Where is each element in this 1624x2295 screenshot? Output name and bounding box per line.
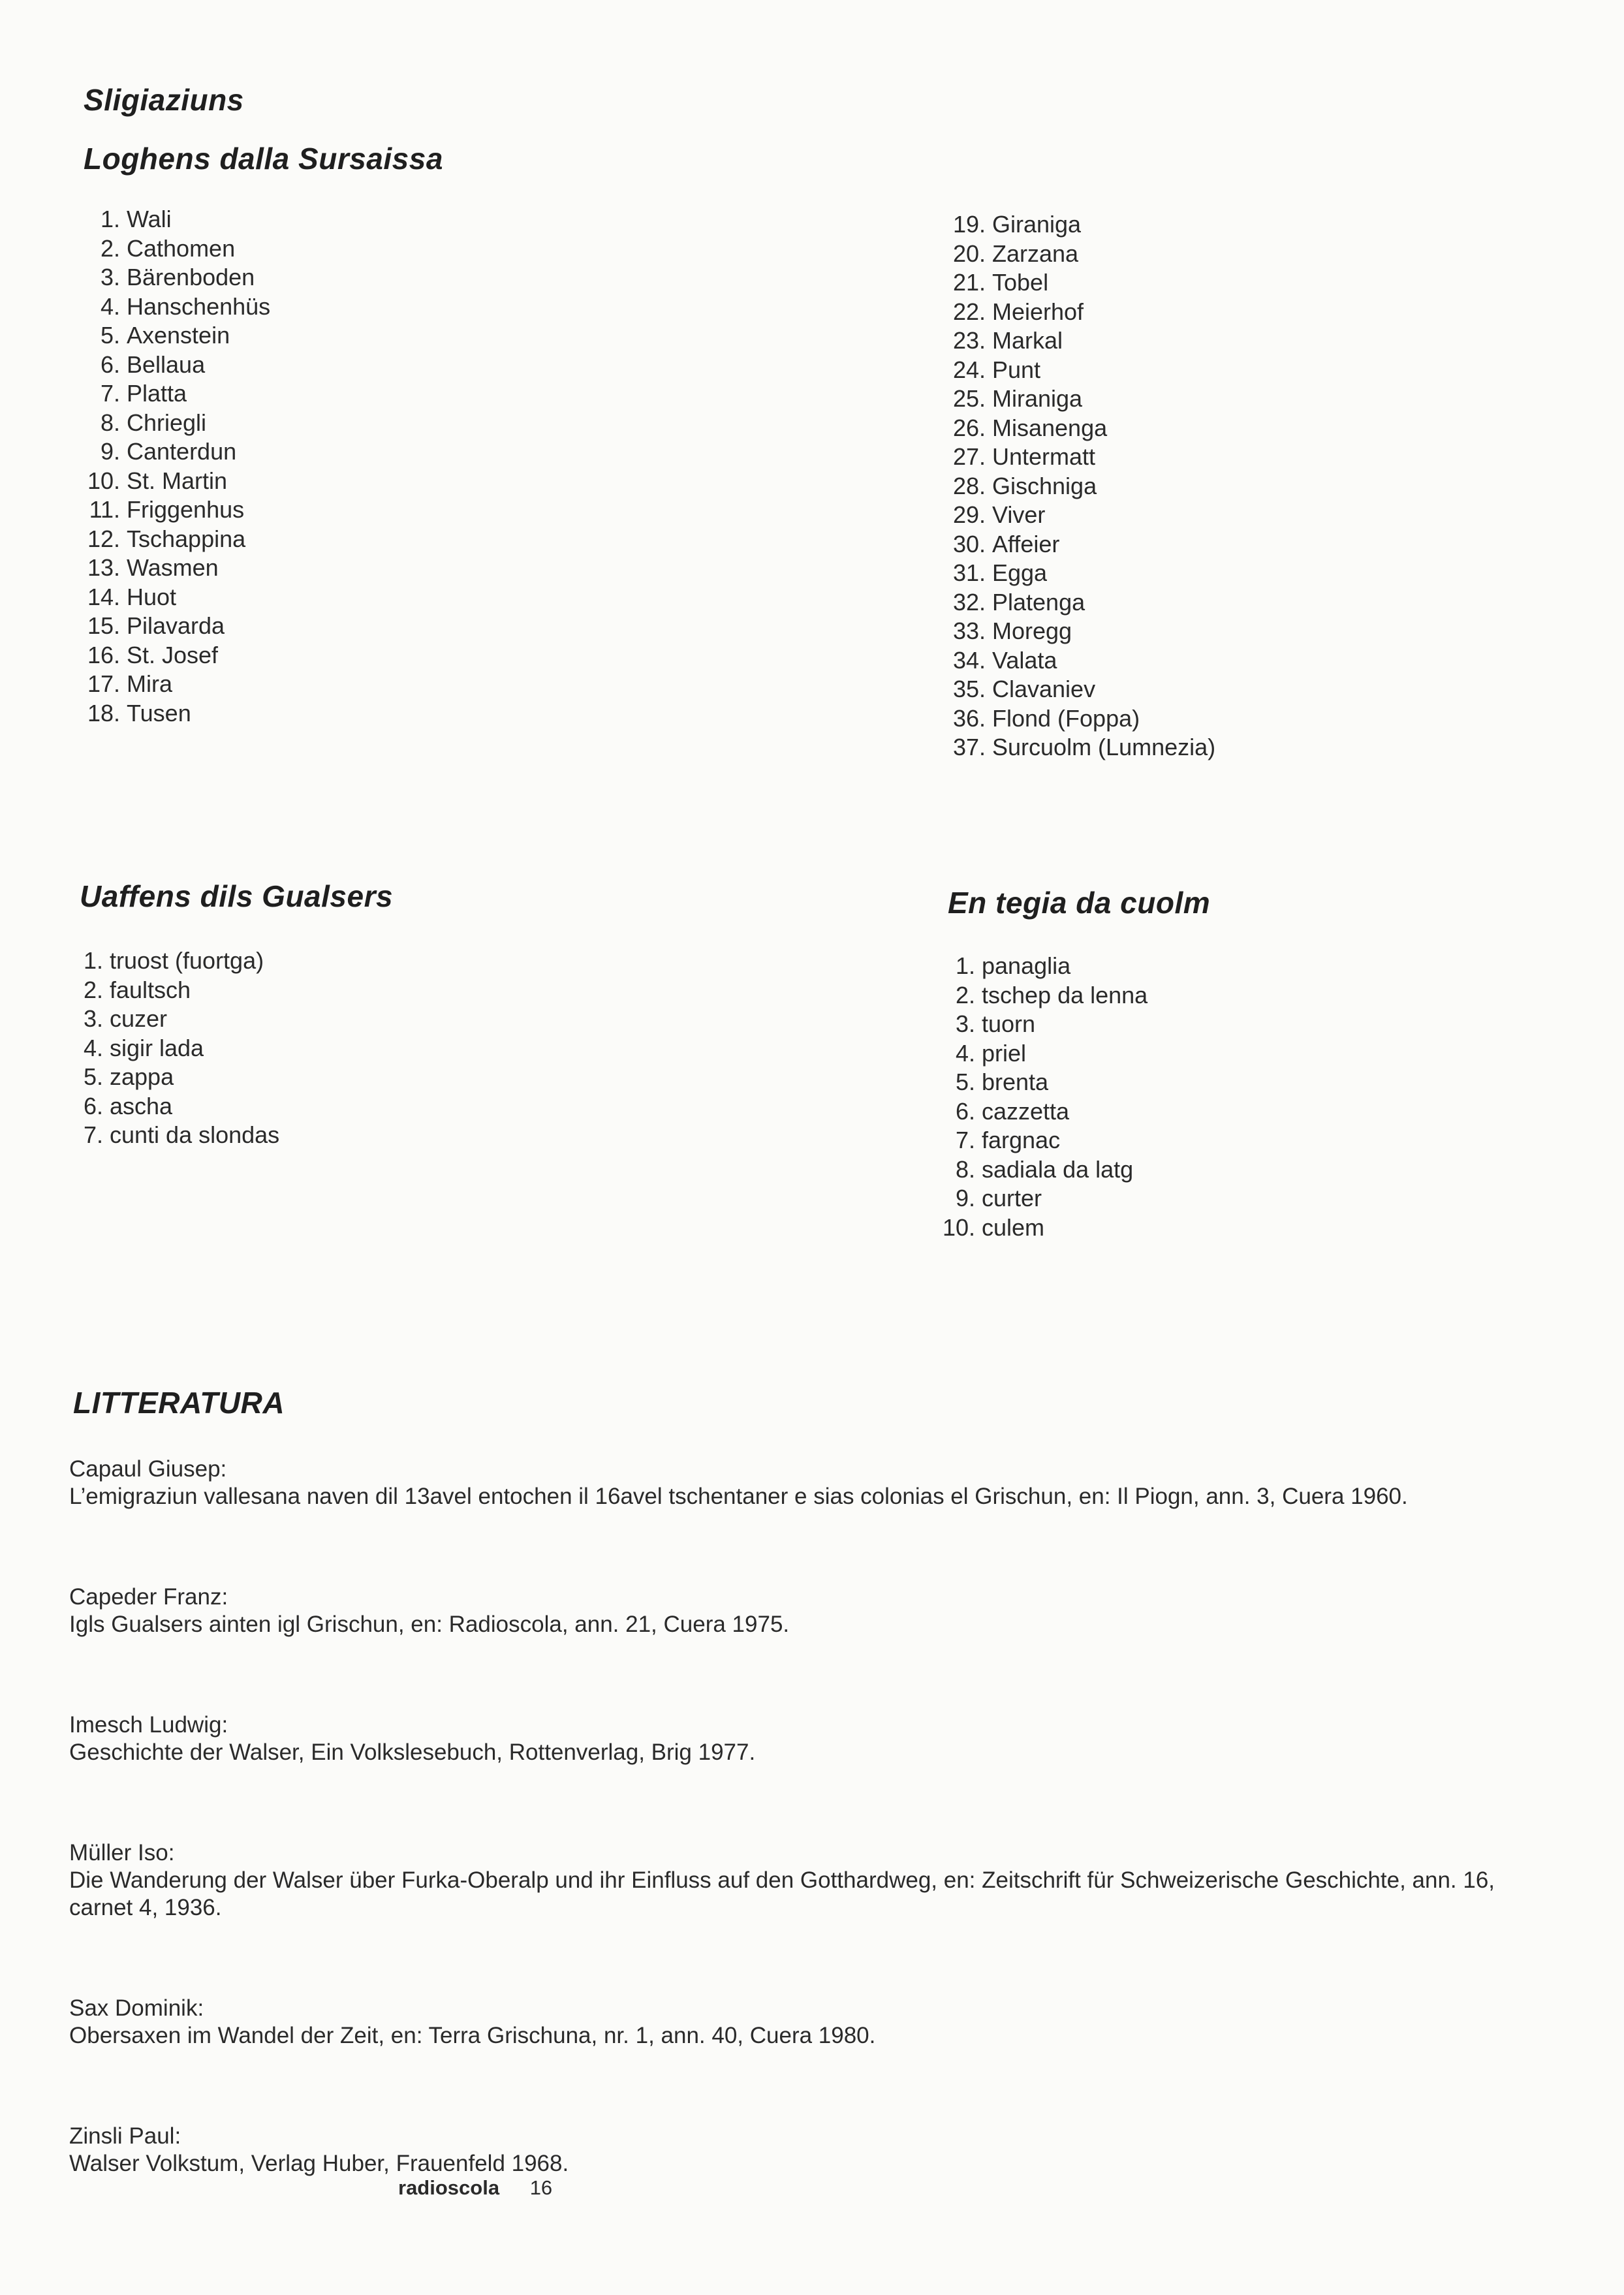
item-text: Cathomen — [127, 234, 236, 262]
list-item — [78, 641, 270, 670]
item-text: Untermatt — [992, 443, 1096, 470]
item-text: Wali — [127, 206, 172, 232]
item-number: 2. — [955, 981, 975, 1008]
item-number: 37. — [952, 734, 986, 760]
reference-entry — [69, 1995, 1531, 2050]
reference-title: Die Wanderung der Walser über Furka-Oberalp und ihr Einfluss auf den Gotthardweg, en: Zeitschrift für Schweizerische Geschichte, ann. 16, carnet 4, 1936. — [69, 1867, 1495, 1920]
item-text: Tschappina — [127, 525, 246, 552]
item-number: 7. — [955, 1127, 975, 1153]
item-text: Mira — [127, 670, 172, 697]
item-text: truost (fuortga) — [110, 947, 264, 974]
place-list-left — [78, 205, 270, 728]
list-item — [78, 409, 270, 438]
item-number: 28. — [952, 472, 986, 499]
item-text: Axenstein — [127, 322, 230, 349]
section-heading-sligiaziuns: Sligiaziuns — [84, 83, 244, 117]
item-number: 10. — [87, 467, 120, 494]
item-number: 19. — [952, 211, 986, 238]
item-number: 1. — [83, 947, 103, 974]
item-text: cuzer — [110, 1005, 168, 1032]
item-text: Meierhof — [992, 298, 1084, 325]
item-number: 16. — [87, 641, 120, 668]
section-heading-uaffens: Uaffens dils Gualsers — [80, 879, 394, 913]
list-item — [78, 205, 270, 234]
item-text: Surcuolm (Lumnezia) — [992, 734, 1216, 760]
item-number: 4. — [955, 1039, 975, 1067]
list-item — [944, 298, 1215, 327]
list-item — [944, 617, 1215, 646]
list-item — [77, 1063, 279, 1092]
list-item — [940, 981, 1148, 1010]
page-number: 16 — [529, 2176, 553, 2199]
list-item — [944, 704, 1215, 734]
item-number: 26. — [952, 414, 986, 441]
item-text: St. Martin — [127, 467, 228, 494]
list-item — [78, 292, 270, 322]
item-text: culem — [982, 1213, 1045, 1241]
list-item — [78, 554, 270, 583]
list-item — [78, 379, 270, 409]
list-item — [944, 501, 1215, 530]
reference-author: Zinsli Paul: — [69, 2123, 181, 2149]
item-number: 6. — [83, 1092, 103, 1119]
item-text: cazzetta — [982, 1097, 1070, 1125]
item-number: 31. — [952, 559, 986, 586]
item-text: Valata — [992, 646, 1057, 674]
item-text: Clavaniev — [992, 676, 1096, 702]
item-text: curter — [982, 1185, 1042, 1211]
list-item — [78, 670, 270, 699]
reference-title: Obersaxen im Wandel der Zeit, en: Terra Grischuna, nr. 1, ann. 40, Cuera 1980. — [69, 2023, 876, 2048]
item-number: 1. — [955, 952, 975, 979]
item-number: 7. — [100, 380, 120, 407]
item-text: Egga — [992, 559, 1048, 586]
item-number: 32. — [952, 588, 986, 616]
list-item — [940, 1155, 1148, 1185]
tools-list — [77, 946, 279, 1150]
item-text: Bärenboden — [127, 264, 255, 290]
item-text: Misanenga — [992, 414, 1108, 441]
item-number: 5. — [100, 322, 120, 349]
item-text: cunti da slondas — [110, 1121, 280, 1148]
list-item — [78, 495, 270, 525]
item-text: Wasmen — [127, 554, 219, 581]
item-text: Giraniga — [992, 211, 1082, 238]
item-text: sadiala da latg — [982, 1155, 1134, 1183]
list-item — [940, 952, 1148, 981]
list-item — [77, 946, 279, 976]
reference-author: Sax Dominik: — [69, 1995, 204, 2021]
item-number: 23. — [952, 327, 986, 354]
list-item — [944, 675, 1215, 704]
item-text: Gischniga — [992, 472, 1097, 499]
list-item — [78, 263, 270, 292]
item-number: 34. — [952, 646, 986, 674]
reference-title: Igls Gualsers ainten igl Grischun, en: Radioscola, ann. 21, Cuera 1975. — [69, 1612, 790, 1637]
reference-author: Capaul Giusep: — [69, 1456, 227, 1482]
section-heading-tegia: En tegia da cuolm — [948, 886, 1211, 920]
item-text: fargnac — [982, 1127, 1061, 1153]
item-number: 9. — [955, 1185, 975, 1211]
reference-author: Müller Iso: — [69, 1840, 175, 1866]
item-text: sigir lada — [110, 1034, 204, 1061]
item-number: 29. — [952, 501, 986, 528]
item-number: 8. — [100, 409, 120, 436]
item-text: Tusen — [127, 699, 191, 726]
bibliography — [69, 1456, 1531, 2251]
item-text: Chriegli — [127, 409, 207, 436]
list-item — [78, 525, 270, 554]
item-number: 6. — [100, 351, 120, 378]
item-number: 10. — [942, 1213, 975, 1241]
item-text: St. Josef — [127, 641, 219, 668]
list-item — [77, 976, 279, 1005]
item-text: Platenga — [992, 588, 1085, 616]
item-number: 7. — [83, 1121, 103, 1148]
reference-author: Capeder Franz: — [69, 1584, 228, 1610]
item-text: Punt — [992, 356, 1041, 383]
reference-title: Geschichte der Walser, Ein Volkslesebuch, Rottenverlag, Brig 1977. — [69, 1740, 756, 1765]
section-subheading-sursaissa: Loghens dalla Sursaissa — [84, 142, 443, 176]
item-number: 22. — [952, 298, 986, 325]
list-item — [78, 437, 270, 467]
reference-title: L’emigraziun vallesana naven dil 13avel entochen il 16avel tschentaner e sias colonias el Grischun, en: Il Piogn, ann. 3, Cuera 1960. — [69, 1484, 1408, 1509]
item-number: 2. — [100, 234, 120, 262]
list-item — [944, 356, 1215, 385]
item-text: faultsch — [110, 976, 191, 1003]
list-item — [78, 583, 270, 612]
list-item — [78, 612, 270, 641]
list-item — [944, 588, 1215, 617]
reference-entry — [69, 1456, 1531, 1510]
reference-entry — [69, 1584, 1531, 1638]
item-number: 20. — [952, 240, 986, 267]
item-number: 17. — [87, 670, 120, 697]
item-number: 30. — [952, 530, 986, 557]
item-text: tschep da lenna — [982, 981, 1148, 1008]
list-item — [940, 1039, 1148, 1069]
list-item — [78, 234, 270, 264]
reference-entry — [69, 1839, 1531, 1922]
item-text: tuorn — [982, 1010, 1036, 1037]
publication-name: radioscola — [398, 2176, 500, 2199]
item-number: 4. — [100, 292, 120, 320]
list-item — [940, 1068, 1148, 1097]
list-item — [944, 384, 1215, 414]
list-item — [940, 1126, 1148, 1155]
list-item — [944, 326, 1215, 356]
item-number: 9. — [100, 438, 120, 465]
item-number: 35. — [952, 676, 986, 702]
list-item — [944, 559, 1215, 588]
list-item — [77, 1034, 279, 1063]
item-number: 1. — [100, 206, 120, 232]
list-item — [940, 1010, 1148, 1039]
list-item — [944, 646, 1215, 676]
item-text: Miraniga — [992, 385, 1083, 412]
item-text: Affeier — [992, 530, 1060, 557]
item-number: 2. — [83, 976, 103, 1003]
item-text: Viver — [992, 501, 1046, 528]
list-item — [78, 467, 270, 496]
place-list-right — [944, 210, 1215, 762]
item-number: 11. — [89, 496, 120, 523]
item-number: 24. — [952, 356, 986, 383]
reference-entry — [69, 2123, 1531, 2178]
item-text: Canterdun — [127, 438, 237, 465]
section-heading-litteratura: LITTERATURA — [73, 1386, 285, 1420]
item-number: 33. — [952, 617, 986, 644]
list-item — [940, 1213, 1148, 1243]
item-text: ascha — [110, 1092, 173, 1119]
item-number: 13. — [87, 554, 120, 581]
reference-entry — [69, 1711, 1531, 1766]
item-text: Friggenhus — [127, 496, 245, 523]
list-item — [77, 1092, 279, 1121]
list-item — [77, 1005, 279, 1034]
item-number: 8. — [955, 1155, 975, 1183]
item-number: 14. — [87, 583, 120, 610]
item-text: Zarzana — [992, 240, 1079, 267]
item-text: Markal — [992, 327, 1063, 354]
item-text: brenta — [982, 1069, 1049, 1095]
hut-items-list — [940, 952, 1148, 1242]
item-number: 5. — [955, 1069, 975, 1095]
list-item — [78, 351, 270, 380]
item-text: Hanschenhüs — [127, 292, 271, 320]
reference-title: Walser Volkstum, Verlag Huber, Frauenfeld 1968. — [69, 2151, 569, 2176]
item-text: Tobel — [992, 269, 1049, 296]
item-text: panaglia — [982, 952, 1071, 979]
item-number: 4. — [83, 1034, 103, 1061]
list-item — [940, 1097, 1148, 1127]
item-number: 18. — [87, 699, 120, 726]
item-text: Huot — [127, 583, 177, 610]
list-item — [944, 240, 1215, 269]
item-number: 3. — [955, 1010, 975, 1037]
item-number: 12. — [87, 525, 120, 552]
item-number: 3. — [100, 264, 120, 290]
item-number: 36. — [952, 704, 986, 732]
item-number: 3. — [83, 1005, 103, 1032]
list-item — [944, 733, 1215, 762]
list-item — [944, 210, 1215, 240]
reference-author: Imesch Ludwig: — [69, 1712, 228, 1738]
item-number: 15. — [87, 612, 120, 639]
item-number: 6. — [955, 1097, 975, 1125]
list-item — [944, 414, 1215, 443]
list-item — [944, 443, 1215, 472]
item-number: 21. — [952, 269, 986, 296]
item-text: Pilavarda — [127, 612, 225, 639]
item-number: 25. — [952, 385, 986, 412]
item-text: Platta — [127, 380, 187, 407]
item-number: 5. — [83, 1063, 103, 1090]
list-item — [944, 472, 1215, 501]
item-text: Flond (Foppa) — [992, 704, 1140, 732]
list-item — [944, 530, 1215, 559]
list-item — [940, 1184, 1148, 1213]
item-text: zappa — [110, 1063, 174, 1090]
list-item — [77, 1121, 279, 1150]
list-item — [78, 321, 270, 351]
item-text: Bellaua — [127, 351, 206, 378]
item-number: 27. — [952, 443, 986, 470]
item-text: priel — [982, 1039, 1027, 1067]
page-footer — [398, 2176, 552, 2200]
list-item — [78, 699, 270, 728]
list-item — [944, 268, 1215, 298]
item-text: Moregg — [992, 617, 1072, 644]
